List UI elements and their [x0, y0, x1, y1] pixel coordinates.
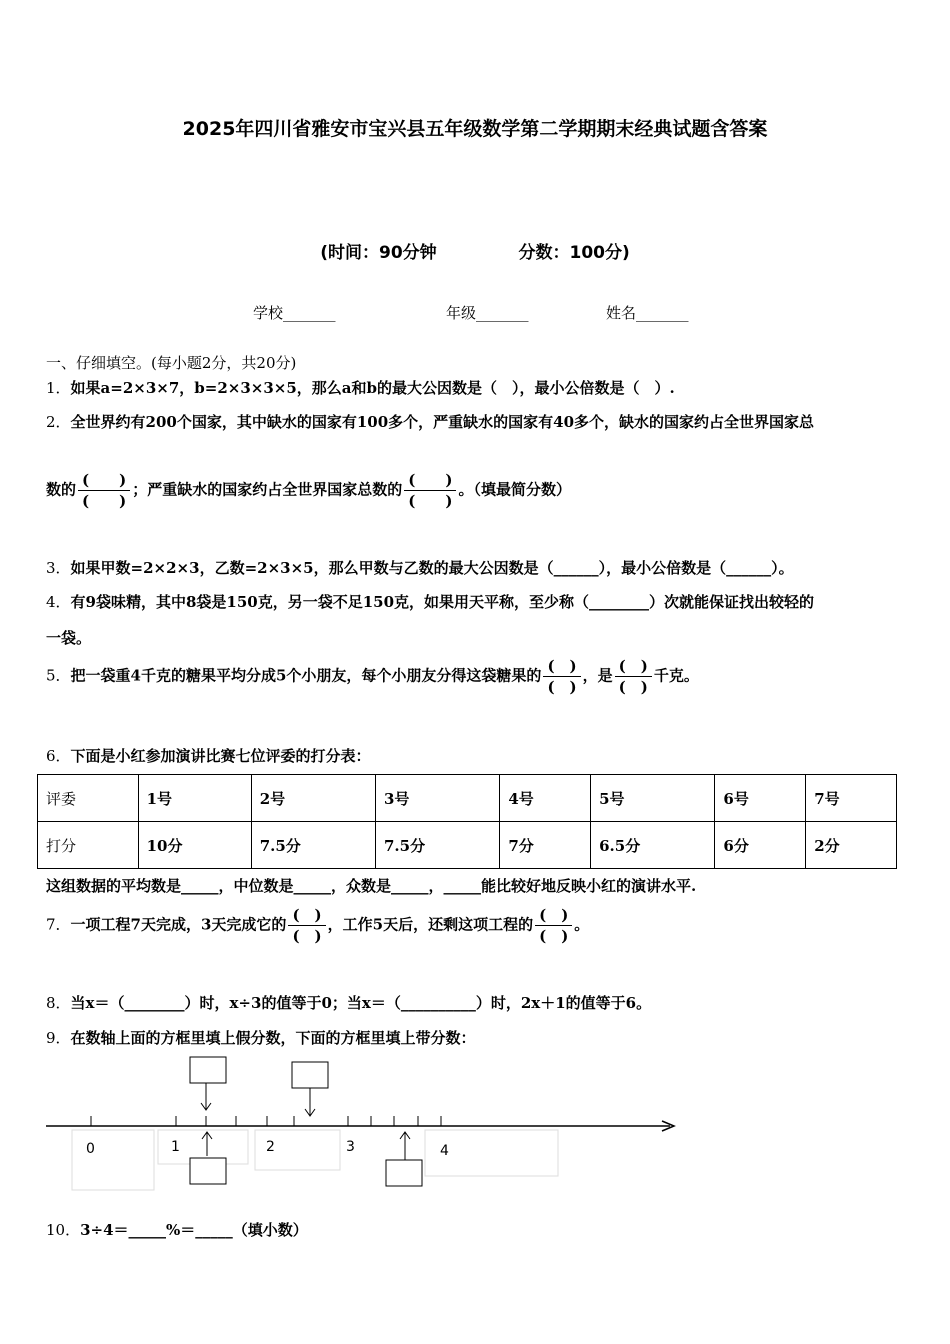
question-8: [46, 992, 651, 1013]
question-text: 千克。: [653, 666, 699, 685]
table-cell: 评委: [38, 775, 139, 822]
question-9: [46, 1027, 476, 1048]
fraction-blank[interactable]: $\frac{( )}{( )}$: [535, 905, 572, 946]
question-number: 7．: [46, 915, 71, 934]
table-cell: 6号: [715, 775, 806, 822]
table-cell: 7.5分: [376, 822, 500, 869]
question-number: 8．: [46, 994, 71, 1012]
mixed-number-box[interactable]: [190, 1158, 226, 1184]
question-6: [46, 745, 371, 766]
table-cell: 7分: [500, 822, 591, 869]
question-text: 如果a=2×3×7，b=2×3×3×5，那么a和b的最大公因数是（ ），最小公倍数是（ ）.: [70, 379, 675, 397]
table-cell: 2分: [806, 822, 897, 869]
tick-label-4: 4: [440, 1143, 449, 1159]
label-box-0: [72, 1130, 154, 1190]
table-cell: 5号: [591, 775, 715, 822]
question-text: 把一袋重4千克的糖果平均分成5个小朋友，每个小朋友分得这袋糖果的: [70, 666, 542, 685]
question-text: 一项工程7天完成，3天完成它的: [70, 915, 287, 934]
improper-fraction-box[interactable]: [190, 1057, 226, 1083]
fraction-blank[interactable]: $\frac{( )}{( )}$: [615, 656, 652, 697]
question-number: 5．: [46, 666, 71, 685]
question-number: 1．: [46, 379, 71, 397]
question-text: 如果甲数=2×2×3，乙数=2×3×5，那么甲数与乙数的最大公因数是（______），最小公倍数是（______）。: [70, 559, 794, 577]
table-row: [38, 822, 897, 869]
question-1: [46, 377, 675, 398]
tick-label-2: 2: [266, 1139, 275, 1155]
question-number: 10．: [46, 1221, 81, 1239]
question-5: [46, 656, 699, 697]
fraction-blank[interactable]: $\frac{( )}{( )}$: [288, 905, 325, 946]
question-4-line2: 一袋。: [46, 629, 92, 647]
exam-info: [0, 238, 950, 263]
question-text: 在数轴上面的方框里填上假分数，下面的方框里填上带分数：: [70, 1029, 476, 1047]
table-cell: 4号: [500, 775, 591, 822]
number-line-figure: [0, 1050, 950, 1200]
time-label: (时间：90分钟: [320, 243, 437, 263]
fraction-blank[interactable]: $\frac{( )}{( )}$: [78, 470, 130, 511]
question-text: ；严重缺水的国家约占全世界国家总数的: [132, 480, 403, 499]
question-number: 6．: [46, 747, 71, 765]
table-cell: 6分: [715, 822, 806, 869]
question-text: ，工作5天后，还剩这项工程的: [327, 915, 534, 934]
question-2: [46, 411, 814, 432]
grade-field[interactable]: 年级_______: [446, 304, 529, 322]
mixed-number-box[interactable]: [386, 1160, 422, 1186]
tick-label-0: 0: [86, 1141, 95, 1157]
question-text: 数的: [46, 480, 77, 499]
question-text: 。: [574, 915, 590, 934]
school-field[interactable]: 学校_______: [253, 304, 336, 322]
question-text: 当x＝（________）时，x÷3的值等于0；当x＝（__________）时，2x＋1的值等于6。: [70, 994, 652, 1012]
table-row: [38, 775, 897, 822]
score-table: [37, 774, 897, 869]
name-field[interactable]: 姓名_______: [606, 304, 689, 322]
improper-fraction-box[interactable]: [292, 1062, 328, 1088]
section-heading: 一、仔细填空。(每小题2分，共20分): [46, 354, 297, 372]
table-cell: 打分: [38, 822, 139, 869]
question-text: ，是: [582, 666, 613, 685]
question-number: 2．: [46, 413, 71, 431]
fraction-blank[interactable]: $\frac{( )}{( )}$: [404, 470, 456, 511]
question-10: [46, 1219, 308, 1240]
page-title: 2025年四川省雅安市宝兴县五年级数学第二学期期末经典试题含答案: [182, 118, 768, 140]
question-2-line2: [46, 470, 571, 511]
table-cell: 6.5分: [591, 822, 715, 869]
table-cell: 3号: [376, 775, 500, 822]
table-cell: 7号: [806, 775, 897, 822]
table-cell: 7.5分: [251, 822, 375, 869]
question-text: 。（填最简分数）: [458, 480, 571, 499]
question-text: 全世界约有200个国家，其中缺水的国家有100多个，严重缺水的国家有40多个，缺水的国家约占全世界国家总: [70, 413, 815, 431]
table-cell: 1号: [138, 775, 251, 822]
fraction-blank[interactable]: $\frac{( )}{( )}$: [543, 656, 580, 697]
question-6-followup: 这组数据的平均数是_____，中位数是_____，众数是_____，_____能比较好地反映小红的演讲水平.: [46, 877, 697, 895]
question-text: 有9袋味精，其中8袋是150克，另一袋不足150克，如果用天平称，至少称（________）次就能保证找出较轻的: [70, 593, 815, 611]
question-number: 3．: [46, 559, 71, 577]
table-cell: 10分: [138, 822, 251, 869]
question-3: [46, 557, 794, 578]
tick-label-3: 3: [346, 1139, 355, 1155]
question-number: 9．: [46, 1029, 71, 1047]
number-line-ticks: [91, 1116, 441, 1126]
question-7: [46, 905, 589, 946]
question-text: 下面是小红参加演讲比赛七位评委的打分表：: [70, 747, 371, 765]
question-text: 3÷4＝_____%＝_____（填小数）: [80, 1221, 308, 1239]
tick-label-1: 1: [171, 1139, 180, 1155]
question-number: 4．: [46, 593, 71, 611]
question-4: [46, 591, 814, 612]
table-cell: 2号: [251, 775, 375, 822]
score-label: 分数：100分): [518, 243, 630, 263]
